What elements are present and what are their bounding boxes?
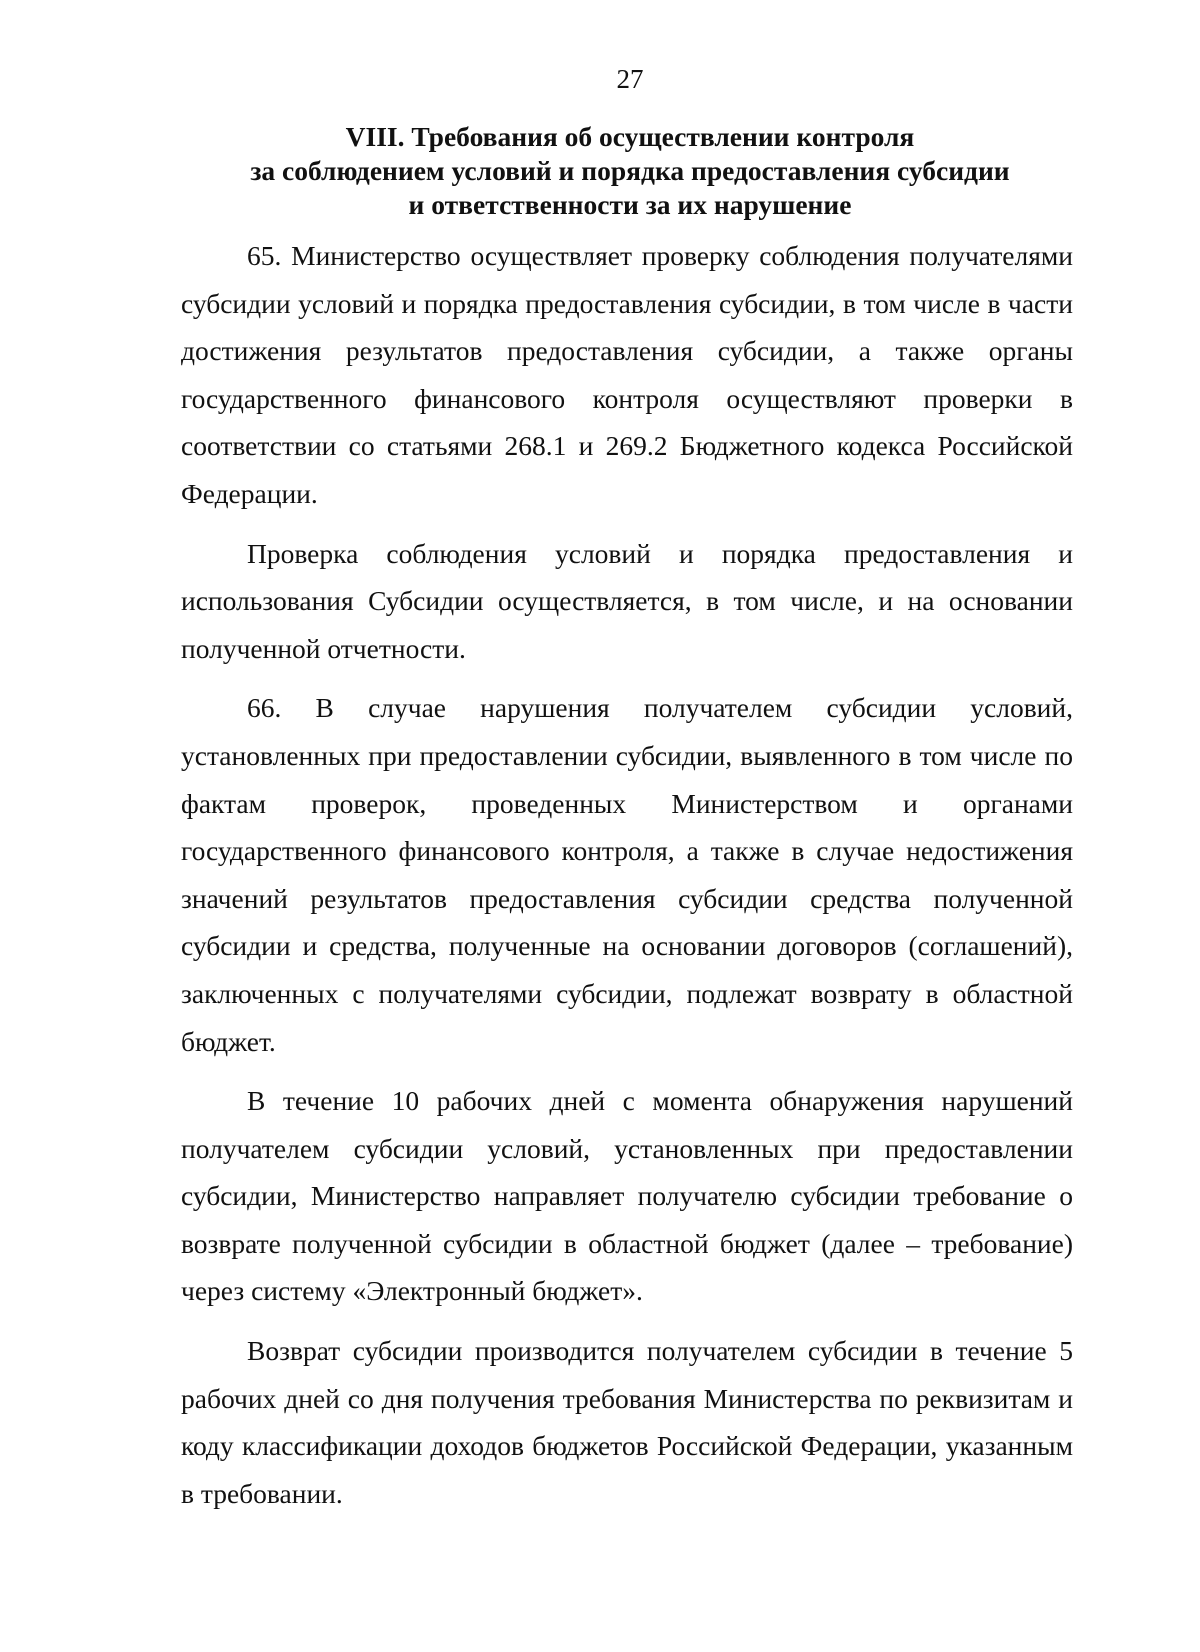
body-text	[181, 232, 1073, 1517]
paragraph-66: 66. В случае нарушения получателем субсидии условий, установленных при предоставлении субсидии, выявленного в том числе по фактам проверок, проведенных Министерством и органами государственного финансового контроля, а также в случае недостижения значений результатов предоставления субсидии средства полученной субсидии и средства, полученные на основании договоров (соглашений), заключенных с получателями субсидии, подлежат возврату в областной бюджет.	[181, 692, 1073, 1057]
section-heading-line: VIII. Требования об осуществлении контроля	[345, 121, 915, 152]
paragraph: В течение 10 рабочих дней с момента обнаружения нарушений получателем субсидии условий, установленных при предоставлении субсидии, Министерство направляет получателю субсидии требование о возврате полученной субсидии в областной бюджет (далее – требование) через систему «Электронный бюджет».	[181, 1085, 1073, 1307]
paragraph: Проверка соблюдения условий и порядка предоставления и использования Субсидии осуществляется, в том числе, и на основании полученной отчетности.	[181, 537, 1073, 664]
section-heading-line: за соблюдением условий и порядка предоставления субсидии	[250, 155, 1010, 186]
section-heading	[200, 120, 1060, 222]
paragraph: Возврат субсидии производится получателем субсидии в течение 5 рабочих дней со дня получения требования Министерства по реквизитам и коду классификации доходов бюджетов Российской Федерации, указанным в требовании.	[181, 1335, 1073, 1509]
page-number: 27	[616, 64, 644, 94]
paragraph-65: 65. Министерство осуществляет проверку соблюдения получателями субсидии условий и порядка предоставления субсидии, в том числе в части достижения результатов предоставления субсидии, а также органы государственного финансового контроля осуществляют проверки в соответствии со статьями 268.1 и 269.2 Бюджетного кодекса Российской Федерации.	[181, 240, 1073, 509]
section-heading-line: и ответственности за их нарушение	[408, 189, 852, 220]
